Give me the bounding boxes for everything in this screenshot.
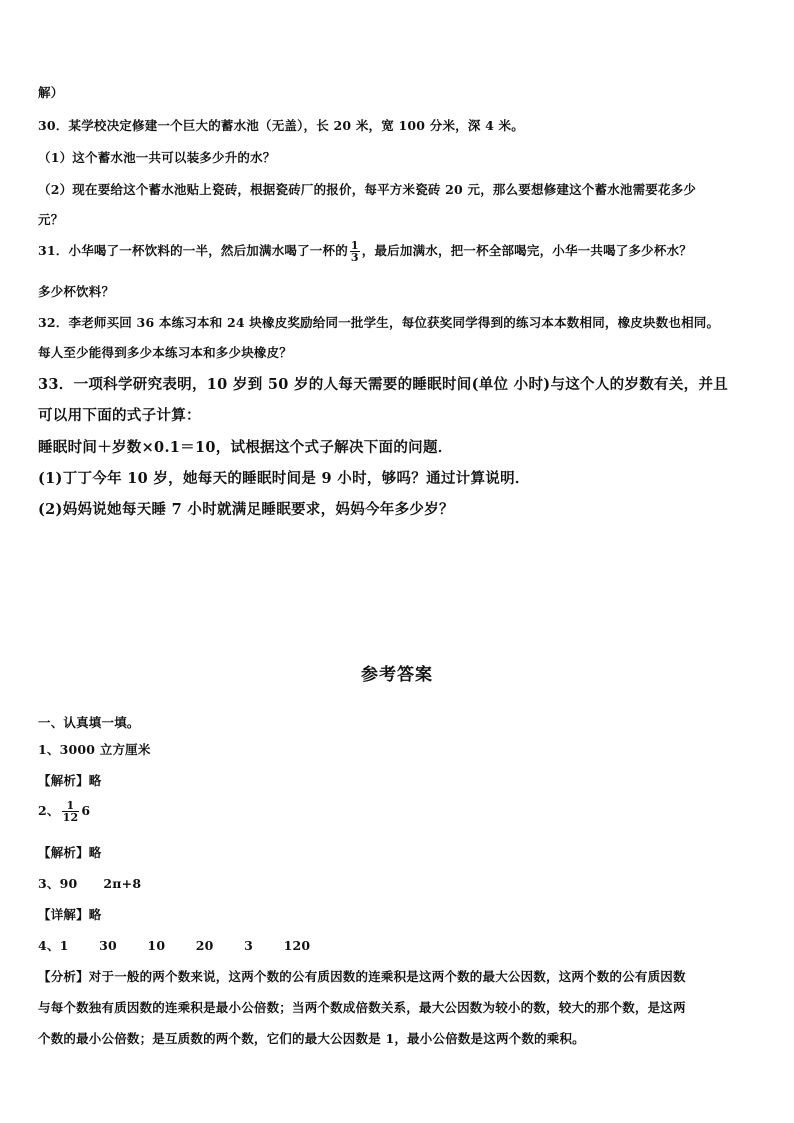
question-30-part-2: （2）现在要给这个蓄水池贴上瓷砖，根据瓷砖厂的报价，每平方米瓷砖 20 元，那么要想修建这个蓄水池需要花多少 — [38, 182, 697, 197]
question-33-part-2: (2)妈妈说她每天睡 7 小时就满足睡眠要求，妈妈今年多少岁？ — [38, 501, 454, 518]
fraction-numerator: 1 — [350, 239, 359, 252]
question-31-text-b: ，最后加满水，把一杯全部喝完，小华一共喝了多少杯水？ — [361, 243, 692, 258]
answer-4-value: 3 — [244, 938, 254, 953]
question-31-text-a: 31．小华喝了一杯饮料的一半，然后加满水喝了一杯的 — [38, 243, 348, 258]
answer-3 — [38, 874, 141, 892]
question-31 — [38, 240, 692, 263]
answer-2-note: 【解析】略 — [38, 845, 102, 860]
answer-4-analysis-line: 与每个数独有质因数的连乘积是最小公倍数；当两个数成倍数关系，最大公因数为较小的数，较大的那个数，是这两 — [38, 1000, 686, 1015]
question-33-formula: 睡眠时间＋岁数×0.1＝10，试根据这个式子解决下面的问题． — [38, 439, 453, 456]
question-33-part-1: (1)丁丁今年 10 岁，她每天的睡眠时间是 9 小时，够吗？通过计算说明． — [38, 470, 530, 487]
question-33-cont: 可以用下面的式子计算： — [38, 407, 201, 424]
answer-1-note: 【解析】略 — [38, 773, 102, 788]
answer-4-analysis-line: 个数的最小公倍数；是互质数的两个数，它们的最大公因数是 1，最小公倍数是这两个数的乘积。 — [38, 1031, 585, 1046]
answer-3-value: 2π+8 — [103, 876, 142, 891]
answer-section-heading: 一、认真填一填。 — [38, 715, 140, 730]
text-line: 解） — [38, 85, 64, 100]
fraction-denominator: 12 — [62, 811, 79, 824]
answer-4-value: 20 — [195, 938, 214, 953]
answer-4-analysis-line: 【分析】对于一般的两个数来说，这两个数的公有质因数的连乘积是这两个数的最大公因数，这两个数的公有质因数 — [38, 969, 686, 984]
fraction-numerator: 1 — [66, 799, 75, 812]
question-31-cont: 多少杯饮料？ — [38, 284, 115, 299]
answer-3-note: 【详解】略 — [38, 907, 102, 922]
question-33: 33．一项科学研究表明，10 岁到 50 岁的人每天需要的睡眠时间(单位 小时)与这个人的岁数有关，并且 — [38, 376, 729, 393]
answer-2-prefix: 2、 — [38, 803, 60, 818]
fraction — [62, 800, 80, 823]
question-30-part-2-cont: 元？ — [38, 212, 64, 227]
question-32-cont: 每人至少能得到多少本练习本和多少块橡皮？ — [38, 345, 293, 360]
fraction — [350, 240, 360, 263]
question-30-part-1: （1）这个蓄水池一共可以装多少升的水？ — [38, 150, 276, 165]
answer-1: 1、3000 立方厘米 — [38, 742, 151, 757]
answer-heading: 参考答案 — [361, 665, 433, 685]
answer-4-value: 120 — [283, 938, 311, 953]
fraction-denominator: 3 — [350, 251, 359, 264]
answer-4-value: 10 — [147, 938, 166, 953]
answer-4 — [38, 936, 310, 954]
answer-3-prefix: 3、90 — [38, 876, 78, 891]
answer-2-suffix: 6 — [81, 803, 91, 818]
answer-2 — [38, 800, 90, 823]
question-32: 32．李老师买回 36 本练习本和 24 块橡皮奖励给同一批学生，每位获奖同学得到的练习本本数相同，橡皮块数也相同。 — [38, 315, 720, 330]
answer-4-value: 4、1 — [38, 938, 69, 953]
answer-4-value: 30 — [99, 938, 117, 953]
question-30: 30．某学校决定修建一个巨大的蓄水池（无盖），长 20 米，宽 100 分米，深 4 米。 — [38, 118, 524, 133]
